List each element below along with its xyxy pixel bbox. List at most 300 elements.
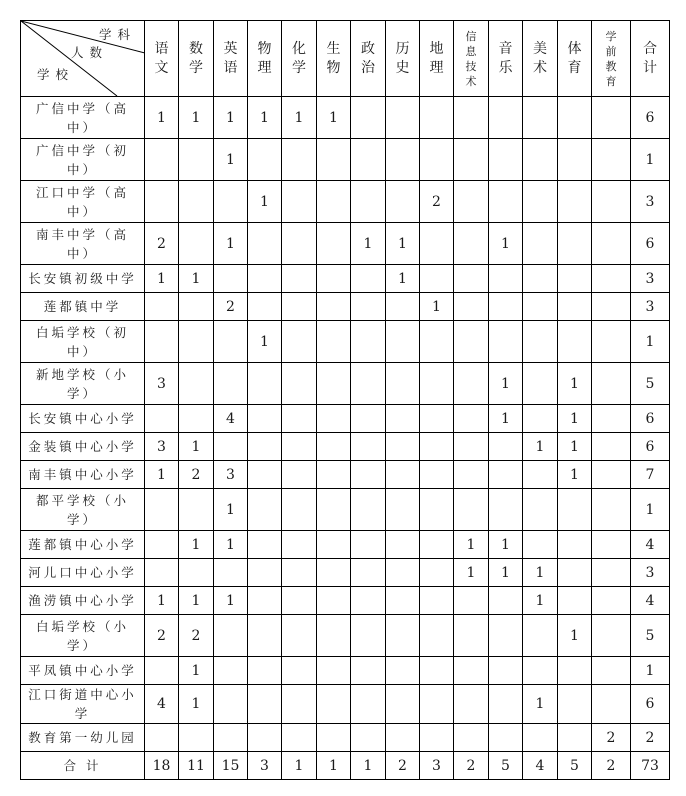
count-cell [282,363,317,405]
count-cell [489,97,523,139]
count-cell [386,321,420,363]
school-name: 广信中学（初中） [21,139,145,181]
count-cell [317,724,351,752]
count-cell [386,615,420,657]
count-cell [558,293,592,321]
count-cell: 1 [523,587,558,615]
count-cell [523,293,558,321]
count-cell [179,489,214,531]
count-cell [145,405,179,433]
count-cell [248,531,282,559]
count-cell [282,321,317,363]
count-cell: 1 [386,223,420,265]
school-name: 金装镇中心小学 [21,433,145,461]
count-cell [454,97,489,139]
count-cell [317,531,351,559]
count-cell [317,293,351,321]
count-cell [523,97,558,139]
count-cell [317,139,351,181]
count-cell [317,587,351,615]
count-cell [351,531,386,559]
school-name: 都平学校（小学） [21,489,145,531]
row-total-cell: 4 [631,587,670,615]
count-cell [523,615,558,657]
count-cell [282,433,317,461]
count-cell [386,531,420,559]
count-cell [282,223,317,265]
count-cell [282,181,317,223]
corner-header-cell [21,21,145,97]
count-cell: 1 [454,559,489,587]
count-cell [523,461,558,489]
count-cell [523,724,558,752]
count-cell: 1 [179,657,214,685]
count-cell [523,489,558,531]
count-cell: 3 [214,461,248,489]
count-cell [454,293,489,321]
count-cell: 2 [592,724,631,752]
row-total-cell: 1 [631,489,670,531]
count-cell [248,489,282,531]
count-cell [592,363,631,405]
row-total-cell: 1 [631,139,670,181]
col-header-total: 合计 [631,21,670,97]
count-cell [489,615,523,657]
school-name: 新地学校（小学） [21,363,145,405]
count-cell [317,405,351,433]
row-total-cell: 6 [631,433,670,461]
col-header-biology: 生物 [317,21,351,97]
count-cell [282,461,317,489]
col-header-physics: 物理 [248,21,282,97]
row-total-cell: 1 [631,321,670,363]
count-cell [489,724,523,752]
count-cell [145,489,179,531]
count-cell [386,293,420,321]
count-cell [454,433,489,461]
count-cell: 2 [386,752,420,780]
count-cell [317,615,351,657]
count-cell [523,265,558,293]
count-cell [214,724,248,752]
count-cell: 3 [145,363,179,405]
count-cell [317,657,351,685]
count-cell: 1 [179,587,214,615]
table-row [21,433,670,461]
count-cell: 2 [145,223,179,265]
count-cell [420,657,454,685]
count-cell: 1 [558,405,592,433]
count-cell [454,181,489,223]
col-header-chinese: 语文 [145,21,179,97]
school-name: 江口中学（高中） [21,181,145,223]
count-cell [317,461,351,489]
count-cell [248,587,282,615]
count-cell [489,433,523,461]
school-name: 南丰中学（高中） [21,223,145,265]
count-cell: 1 [248,181,282,223]
table-row [21,724,670,752]
count-cell [248,363,282,405]
row-total-cell: 3 [631,181,670,223]
count-cell [558,489,592,531]
count-cell [386,559,420,587]
count-cell [317,433,351,461]
count-cell [145,559,179,587]
count-cell: 1 [282,752,317,780]
count-cell [386,657,420,685]
count-cell [558,181,592,223]
school-name: 平凤镇中心小学 [21,657,145,685]
table-row [21,405,670,433]
staffing-table [20,20,670,780]
count-cell: 2 [420,181,454,223]
count-cell [592,223,631,265]
count-cell: 3 [145,433,179,461]
count-cell [592,293,631,321]
count-cell [145,321,179,363]
count-cell [386,139,420,181]
count-cell [351,139,386,181]
count-cell [214,181,248,223]
count-cell [214,433,248,461]
school-name: 渔涝镇中心小学 [21,587,145,615]
count-cell [179,559,214,587]
count-cell: 1 [317,97,351,139]
count-cell [179,724,214,752]
count-cell [592,433,631,461]
count-cell [351,489,386,531]
count-cell: 1 [214,97,248,139]
count-cell [592,461,631,489]
school-name: 莲都镇中学 [21,293,145,321]
count-cell [179,363,214,405]
school-name: 莲都镇中心小学 [21,531,145,559]
count-cell [558,685,592,724]
count-cell [420,321,454,363]
count-cell [248,657,282,685]
count-cell [592,405,631,433]
count-cell [351,181,386,223]
corner-label-school: 学校 [37,67,75,82]
col-header-chemistry: 化学 [282,21,317,97]
count-cell: 15 [214,752,248,780]
count-cell [248,433,282,461]
count-cell [179,181,214,223]
count-cell [214,685,248,724]
count-cell: 1 [489,559,523,587]
table-row [21,685,670,724]
count-cell [386,405,420,433]
table-row [21,293,670,321]
count-cell [317,363,351,405]
count-cell: 1 [558,433,592,461]
count-cell [454,321,489,363]
count-cell [282,265,317,293]
count-cell [454,489,489,531]
count-cell [592,685,631,724]
table-row [21,265,670,293]
count-cell: 1 [317,752,351,780]
table-row [21,615,670,657]
count-cell [558,724,592,752]
count-cell: 2 [214,293,248,321]
count-cell [351,559,386,587]
count-cell [248,559,282,587]
count-cell [145,181,179,223]
count-cell [592,321,631,363]
count-cell [592,615,631,657]
count-cell [386,489,420,531]
count-cell [454,685,489,724]
count-cell [489,685,523,724]
count-cell [145,657,179,685]
count-cell [317,223,351,265]
count-cell [454,139,489,181]
count-cell [145,724,179,752]
col-header-english: 英语 [214,21,248,97]
count-cell [454,223,489,265]
count-cell: 1 [214,139,248,181]
school-name: 白垢学校（小学） [21,615,145,657]
count-cell [420,265,454,293]
count-cell: 1 [351,752,386,780]
count-cell: 1 [523,685,558,724]
col-header-math: 数学 [179,21,214,97]
count-cell [282,405,317,433]
count-cell [454,657,489,685]
count-cell [317,489,351,531]
count-cell: 3 [420,752,454,780]
count-cell [592,559,631,587]
count-cell: 2 [145,615,179,657]
count-cell [248,265,282,293]
total-row [21,752,670,780]
col-header-art: 美术 [523,21,558,97]
count-cell [282,293,317,321]
count-cell [558,587,592,615]
count-cell [592,587,631,615]
count-cell: 1 [145,265,179,293]
count-cell [317,265,351,293]
count-cell [351,461,386,489]
count-cell [351,433,386,461]
row-total-cell: 5 [631,615,670,657]
school-name: 南丰镇中心小学 [21,461,145,489]
col-header-geography: 地理 [420,21,454,97]
header-row [21,21,670,97]
count-cell [454,587,489,615]
table-row [21,559,670,587]
school-name: 长安镇初级中学 [21,265,145,293]
count-cell: 5 [489,752,523,780]
count-cell [214,559,248,587]
school-name: 广信中学（高中） [21,97,145,139]
count-cell [592,97,631,139]
count-cell [592,139,631,181]
count-cell: 1 [523,559,558,587]
corner-label-subject: 学科 [99,27,137,42]
row-total-cell: 1 [631,657,670,685]
count-cell [386,181,420,223]
count-cell: 5 [558,752,592,780]
count-cell [420,97,454,139]
row-total-cell: 7 [631,461,670,489]
count-cell [248,461,282,489]
count-cell [282,139,317,181]
count-cell [592,181,631,223]
count-cell [248,724,282,752]
count-cell [454,265,489,293]
count-cell [282,489,317,531]
table-body [21,97,670,780]
count-cell [282,724,317,752]
count-cell [179,223,214,265]
school-name: 教育第一幼儿园 [21,724,145,752]
count-cell: 1 [489,405,523,433]
row-total-cell: 3 [631,265,670,293]
count-cell: 1 [214,531,248,559]
count-cell: 1 [558,461,592,489]
count-cell [558,139,592,181]
count-cell: 4 [523,752,558,780]
count-cell [386,97,420,139]
count-cell [523,363,558,405]
count-cell [454,724,489,752]
count-cell [420,433,454,461]
row-total-cell: 3 [631,293,670,321]
count-cell [489,587,523,615]
count-cell [248,685,282,724]
count-cell [248,139,282,181]
count-cell [558,531,592,559]
count-cell: 2 [179,615,214,657]
row-total-cell: 6 [631,97,670,139]
count-cell: 1 [214,223,248,265]
count-cell [420,559,454,587]
table-row [21,489,670,531]
count-cell [558,97,592,139]
count-cell [282,657,317,685]
count-cell [592,657,631,685]
count-cell [489,657,523,685]
count-cell [351,265,386,293]
count-cell [558,559,592,587]
count-cell [145,293,179,321]
table-row [21,657,670,685]
count-cell [386,587,420,615]
school-name: 河儿口中心小学 [21,559,145,587]
school-name: 长安镇中心小学 [21,405,145,433]
count-cell [248,223,282,265]
table-row [21,461,670,489]
table-row [21,587,670,615]
count-cell [420,223,454,265]
count-cell [454,363,489,405]
count-cell: 1 [214,489,248,531]
col-header-pe: 体育 [558,21,592,97]
count-cell [523,139,558,181]
count-cell [523,405,558,433]
count-cell: 1 [145,587,179,615]
count-cell [523,531,558,559]
col-header-history: 历史 [386,21,420,97]
count-cell [317,685,351,724]
count-cell [386,433,420,461]
count-cell: 1 [214,587,248,615]
count-cell [489,139,523,181]
total-label: 合 计 [21,752,145,780]
count-cell: 3 [248,752,282,780]
count-cell [420,405,454,433]
count-cell [420,615,454,657]
count-cell: 2 [179,461,214,489]
count-cell: 1 [248,321,282,363]
count-cell: 1 [179,97,214,139]
col-header-preschool: 学前教育 [592,21,631,97]
count-cell [592,265,631,293]
count-cell [351,657,386,685]
row-total-cell: 4 [631,531,670,559]
count-cell [592,531,631,559]
count-cell [386,363,420,405]
count-cell [420,489,454,531]
count-cell [454,405,489,433]
count-cell: 1 [351,223,386,265]
count-cell [489,321,523,363]
count-cell: 1 [179,685,214,724]
count-cell: 1 [145,461,179,489]
count-cell [179,321,214,363]
count-cell: 1 [558,615,592,657]
count-cell: 2 [592,752,631,780]
row-total-cell: 6 [631,685,670,724]
count-cell [420,461,454,489]
count-cell [454,615,489,657]
count-cell [317,181,351,223]
count-cell: 1 [454,531,489,559]
count-cell: 1 [145,97,179,139]
count-cell [145,139,179,181]
count-cell [317,559,351,587]
count-cell [179,405,214,433]
count-cell: 1 [489,363,523,405]
col-header-music: 音乐 [489,21,523,97]
row-total-cell: 2 [631,724,670,752]
count-cell: 1 [558,363,592,405]
count-cell [351,293,386,321]
count-cell [214,657,248,685]
count-cell [351,321,386,363]
table-row [21,97,670,139]
count-cell [351,615,386,657]
table-row [21,223,670,265]
count-cell [489,181,523,223]
row-total-cell: 5 [631,363,670,405]
row-total-cell: 73 [631,752,670,780]
count-cell: 1 [489,531,523,559]
count-cell [282,587,317,615]
count-cell: 2 [454,752,489,780]
count-cell [248,405,282,433]
count-cell [214,363,248,405]
count-cell [523,657,558,685]
table-row [21,363,670,405]
count-cell [179,139,214,181]
count-cell [351,724,386,752]
count-cell [386,685,420,724]
row-total-cell: 3 [631,559,670,587]
